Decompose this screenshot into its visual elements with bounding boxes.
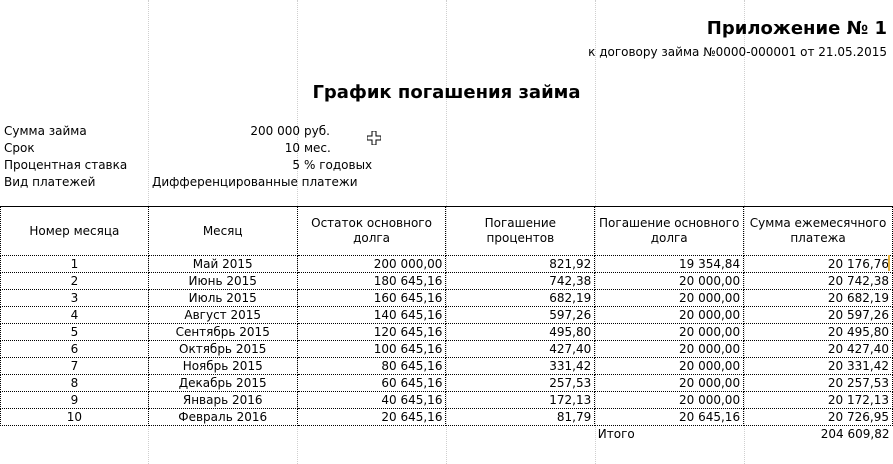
info-value: 200 000: [250, 124, 300, 138]
table-cell-payment[interactable]: 20 495,80: [744, 324, 893, 341]
table-cell-payment[interactable]: 20 597,26: [744, 307, 893, 324]
table-row: [1, 273, 893, 290]
info-value: Дифференцированные платежи: [152, 175, 358, 189]
table-cell-payment[interactable]: 20 172,13: [744, 392, 893, 409]
table-cell-balance[interactable]: 60 645,16: [297, 375, 446, 392]
info-unit: % годовых: [304, 158, 373, 172]
column-header[interactable]: Сумма ежемесячного платежа: [744, 207, 893, 256]
info-unit: мес.: [304, 141, 331, 155]
empty-cell[interactable]: [297, 426, 446, 443]
table-cell-month[interactable]: Декабрь 2015: [148, 375, 297, 392]
table-cell-principal[interactable]: 20 000,00: [595, 273, 744, 290]
table-cell-num[interactable]: 9: [1, 392, 149, 409]
table-cell-interest[interactable]: 331,42: [446, 358, 595, 375]
table-cell-month[interactable]: Ноябрь 2015: [148, 358, 297, 375]
table-cell-interest[interactable]: 81,79: [446, 409, 595, 426]
table-cell-interest[interactable]: 821,92: [446, 256, 595, 273]
table-cell-num[interactable]: 1: [1, 256, 149, 273]
table-cell-payment[interactable]: 20 726,95: [744, 409, 893, 426]
table-cell-interest[interactable]: 742,38: [446, 273, 595, 290]
empty-cell[interactable]: [1, 426, 149, 443]
table-cell-interest[interactable]: 597,26: [446, 307, 595, 324]
table-cell-month[interactable]: Январь 2016: [148, 392, 297, 409]
table-cell-num[interactable]: 5: [1, 324, 149, 341]
info-label: Вид платежей: [4, 175, 96, 189]
document-title: График погашения займа: [312, 82, 581, 103]
crosshair-cursor-icon: [367, 131, 381, 145]
info-unit: руб.: [304, 124, 330, 138]
table-cell-month[interactable]: Май 2015: [148, 256, 297, 273]
table-row: [1, 409, 893, 426]
column-header[interactable]: Погашение процентов: [446, 207, 595, 256]
selection-marker: [888, 255, 893, 271]
table-cell-interest[interactable]: 427,40: [446, 341, 595, 358]
table-cell-principal[interactable]: 20 000,00: [595, 341, 744, 358]
table-row: [1, 341, 893, 358]
info-label: Процентная ставка: [4, 158, 128, 172]
appendix-subtitle: к договору займа №0000-000001 от 21.05.2015: [588, 45, 887, 59]
table-cell-payment[interactable]: 20 257,53: [744, 375, 893, 392]
table-cell-payment[interactable]: 20 742,38: [744, 273, 893, 290]
table-cell-balance[interactable]: 100 645,16: [297, 341, 446, 358]
table-cell-balance[interactable]: 80 645,16: [297, 358, 446, 375]
table-cell-month[interactable]: Июль 2015: [148, 290, 297, 307]
empty-cell[interactable]: [148, 426, 297, 443]
table-row: [1, 307, 893, 324]
table-cell-num[interactable]: 6: [1, 341, 149, 358]
table-row: [1, 324, 893, 341]
table-cell-num[interactable]: 4: [1, 307, 149, 324]
column-header[interactable]: Погашение основного долга: [595, 207, 744, 256]
total-row: [1, 426, 893, 443]
repayment-schedule-table: [0, 206, 893, 442]
table-cell-month[interactable]: Октябрь 2015: [148, 341, 297, 358]
table-cell-principal[interactable]: 19 354,84: [595, 256, 744, 273]
table-header-row: [1, 207, 893, 256]
table-cell-payment[interactable]: 20 176,76: [744, 256, 893, 273]
table-cell-num[interactable]: 10: [1, 409, 149, 426]
table-cell-interest[interactable]: 682,19: [446, 290, 595, 307]
table-cell-balance[interactable]: 200 000,00: [297, 256, 446, 273]
table-cell-principal[interactable]: 20 000,00: [595, 290, 744, 307]
table-cell-principal[interactable]: 20 000,00: [595, 324, 744, 341]
table-cell-num[interactable]: 2: [1, 273, 149, 290]
table-cell-payment[interactable]: 20 331,42: [744, 358, 893, 375]
table-cell-principal[interactable]: 20 000,00: [595, 392, 744, 409]
table-cell-balance[interactable]: 140 645,16: [297, 307, 446, 324]
table-cell-payment[interactable]: 20 427,40: [744, 341, 893, 358]
table-cell-month[interactable]: Февраль 2016: [148, 409, 297, 426]
table-row: [1, 358, 893, 375]
column-header[interactable]: Остаток основного долга: [297, 207, 446, 256]
table-cell-month[interactable]: Июнь 2015: [148, 273, 297, 290]
table-cell-interest[interactable]: 257,53: [446, 375, 595, 392]
info-label: Срок: [4, 141, 35, 155]
table-cell-month[interactable]: Август 2015: [148, 307, 297, 324]
total-label[interactable]: Итого: [597, 427, 635, 441]
total-value[interactable]: 204 609,82: [820, 427, 890, 441]
table-cell-interest[interactable]: 172,13: [446, 392, 595, 409]
empty-cell[interactable]: [446, 426, 595, 443]
table-cell-num[interactable]: 3: [1, 290, 149, 307]
info-value: 10: [284, 141, 300, 155]
table-cell-balance[interactable]: 120 645,16: [297, 324, 446, 341]
table-cell-balance[interactable]: 180 645,16: [297, 273, 446, 290]
table-cell-month[interactable]: Сентябрь 2015: [148, 324, 297, 341]
column-header[interactable]: Месяц: [148, 207, 297, 256]
table-row: [1, 375, 893, 392]
table-cell-balance[interactable]: 160 645,16: [297, 290, 446, 307]
table-cell-principal[interactable]: 20 645,16: [595, 409, 744, 426]
column-header[interactable]: Номер месяца: [1, 207, 149, 256]
table-cell-principal[interactable]: 20 000,00: [595, 307, 744, 324]
table-row: [1, 392, 893, 409]
appendix-title: Приложение № 1: [706, 18, 887, 39]
table-row: [1, 256, 893, 273]
info-label: Сумма займа: [4, 124, 87, 138]
table-cell-principal[interactable]: 20 000,00: [595, 375, 744, 392]
table-cell-num[interactable]: 7: [1, 358, 149, 375]
table-row: [1, 290, 893, 307]
table-cell-interest[interactable]: 495,80: [446, 324, 595, 341]
table-cell-principal[interactable]: 20 000,00: [595, 358, 744, 375]
table-cell-payment[interactable]: 20 682,19: [744, 290, 893, 307]
table-cell-num[interactable]: 8: [1, 375, 149, 392]
info-value: 5: [292, 158, 300, 172]
table-cell-balance[interactable]: 20 645,16: [297, 409, 446, 426]
table-cell-balance[interactable]: 40 645,16: [297, 392, 446, 409]
